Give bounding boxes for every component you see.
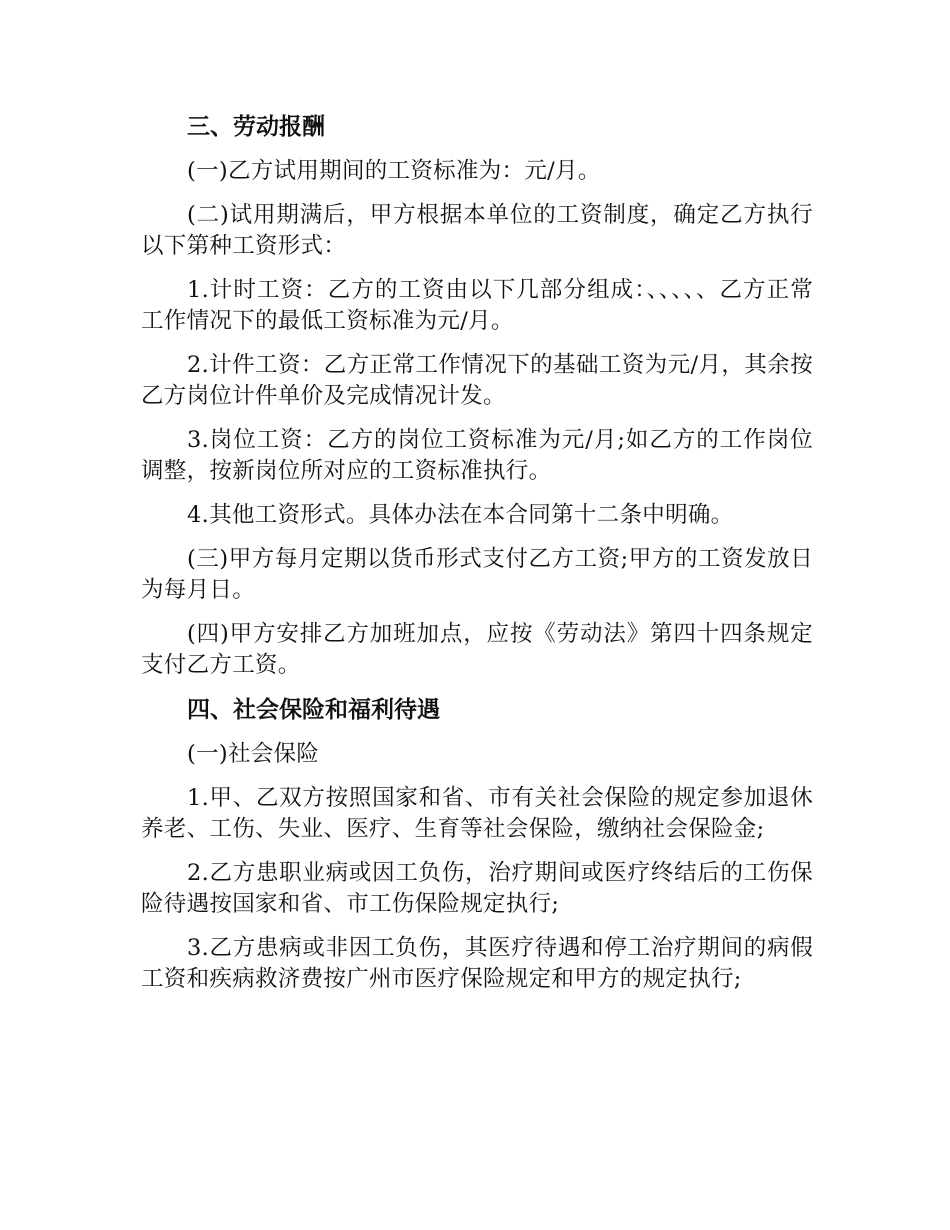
- paragraph: 1.计时工资：乙方的工资由以下几部分组成：、、、、、乙方正常工作情况下的最低工资标准为元/月。: [141, 277, 813, 334]
- paragraph: 3.乙方患病或非因工负伤，其医疗待遇和停工治疗期间的病假工资和疾病救济费按广州市医疗保险规定和甲方的规定执行;: [141, 935, 813, 992]
- paragraph: 2.计件工资：乙方正常工作情况下的基础工资为元/月，其余按乙方岗位计件单价及完成情况计发。: [141, 352, 813, 409]
- paragraph: (二)试用期满后，甲方根据本单位的工资制度，确定乙方执行以下第种工资形式：: [141, 202, 813, 259]
- section-heading-social-insurance: 四、社会保险和福利待遇: [187, 697, 440, 723]
- paragraph: (三)甲方每月定期以货币形式支付乙方工资;甲方的工资发放日为每月日。: [141, 546, 813, 603]
- section-heading-labor-remuneration: 三、劳动报酬: [187, 114, 325, 140]
- paragraph: 4.其他工资形式。具体办法在本合同第十二条中明确。: [187, 502, 734, 528]
- paragraph: 2.乙方患职业病或因工负伤，治疗期间或医疗终结后的工伤保险待遇按国家和省、市工伤保险规定执行;: [141, 860, 813, 917]
- paragraph: (一)社会保险: [187, 741, 320, 767]
- paragraph: 3.岗位工资：乙方的岗位工资标准为元/月;如乙方的工作岗位调整，按新岗位所对应的工资标准执行。: [141, 427, 813, 484]
- paragraph: (四)甲方安排乙方加班加点，应按《劳动法》第四十四条规定支付乙方工资。: [141, 621, 813, 678]
- paragraph: 1.甲、乙双方按照国家和省、市有关社会保险的规定参加退休养老、工伤、失业、医疗、生育等社会保险，缴纳社会保险金;: [141, 785, 813, 842]
- paragraph: (一)乙方试用期间的工资标准为：元/月。: [187, 158, 601, 184]
- document-body: [141, 111, 813, 1008]
